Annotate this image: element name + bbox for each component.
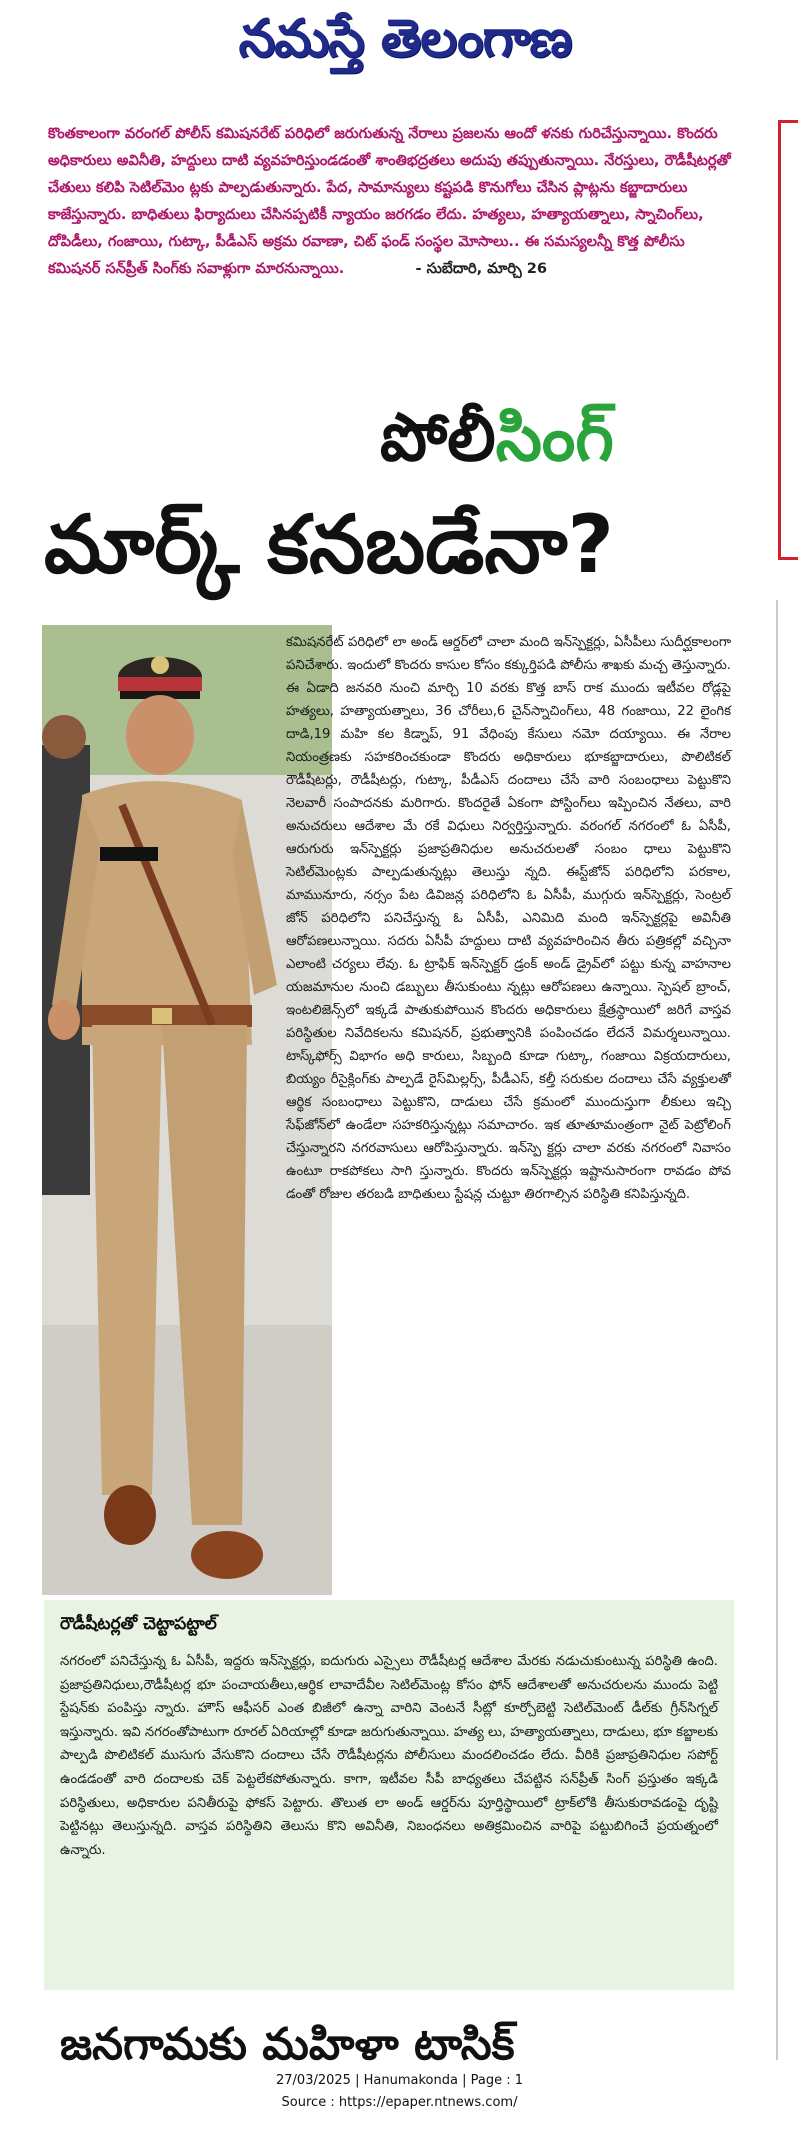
headline-part-2: సింగ్ — [495, 399, 614, 476]
intro-paragraph — [48, 120, 738, 282]
masthead-title: నమస్తే తెలంగాణ — [238, 9, 572, 69]
sidebar-box — [44, 1600, 734, 1990]
article-body: కమిషనరేట్ పరిధిలో లా అండ్ ఆర్డర్‌లో చాలా మంది ఇన్‌స్పెక్టర్లు, ఏసీపీలు సుదీర్ఘకాలంగా పనిచేశారు. ఇందులో కొందరు కాసుల కోసం కక్కుర్తిపడి పోలీసు శాఖకు మచ్చ తెస్తున్నారు. ఈ ఏడాది జనవరి నుంచి మార్చి 10 వరకు కొత్త బాస్ రాక ముందు ఇటీవల రోడ్లపై హత్యలు, హత్యాయత్నాలు, 36 చోరీలు,6 చైన్‌స్నాచింగ్‌లు, 48 గంజాయి, 22 లైంగిక దాడి,19 మహి కల కిడ్నాప్, 91 వేధింపు కేసులు నమో దయ్యాయి. ఈ నేరాల నియంత్రణకు సహకరించకుండా కొందరు అధికారులు భూకబ్జాదారులు, పొలిటికల్ రౌడీషీటర్లు, రౌడీషీటర్లు, గుట్కా, పీడీఎస్ దందాలు చేసే వారి సంబంధాలు పెట్టుకొని నెలవారీ సంపాదనకు మరిగారు. కొందరైతే ఏకంగా పోస్టింగ్‌లు ఇప్పించిన నేతలు, వారి అనుచరులు ఆదేశాల మే రకే విధులు నిర్వర్తిస్తున్నారు. వరంగల్ నగరంలో ఓ ఏసీపీ, ఆరుగురు ఇన్‌స్పెక్టర్లు ప్రజాప్రతినిధుల అనుచరులతో సంబం ధాలు పెట్టుకొని సెటిల్‌మెంట్లకు పాల్పడుతున్నట్లు తెలుస్తు న్నది. ఈస్ట్‌జోన్ పరిధిలోని పరకాల, మామునూరు, నర్సం పేట డివిజన్ల పరిధిలోని ఓ ఏసీపీ, ముగ్గురు ఇన్‌స్పెక్టర్లు, సెంట్రల్ జోన్ పరిధిలోని పనిచేస్తున్న ఓ ఏసీపీ, ఎనిమిది మంది ఇన్‌స్పెక్టర్లపై అవినీతి ఆరోపణలున్నాయి. సదరు ఏసీపీ హద్దులు దాటి వ్యవహరించిన తీరు పత్రికల్లో వచ్చినా ఎలాంటి చర్యలు లేవు. ఓ ట్రాఫిక్ ఇన్‌స్పెక్టర్ డ్రంక్ అండ్ డ్రైవ్‌లో పట్టు కున్న వాహనాల యజమానుల నుంచి డబ్బులు తీసుకుంటు న్నట్లు ఆరోపణలు ఉన్నాయి. స్పెషల్ బ్రాంచ్, ఇంటలిజెన్స్‌లో ఇక్కడే పాతుకుపోయిన కొందరు అధికారులు క్షేత్రస్థాయిలో జరిగే వాస్తవ పరిస్థితుల నివేదికలను కమిషనర్, ప్రభుత్వానికి పంపించడం లేదనే విమర్శలున్నాయి. టాస్క్‌ఫోర్స్ విభాగం అధి కారులు, సిబ్బంది కూడా గుట్కా, గంజాయి విక్రయదారులు, బియ్యం రీసైక్లింగ్‌కు పాల్పడే రైస్‌మిల్లర్స్, పీడీఎస్, కల్తీ సరుకుల దందాలు చేసే వ్యక్తులతో ఆర్థిక సంబంధాలు పెట్టుకొని, దాడులు చేసే క్రమంలో ముందుస్తుగా లీకులు ఇచ్చి సేఫ్‌జోన్‌లో ఉండేలా సహకరిస్తున్నట్లు సమాచారం. ఇక తూతూమంత్రంగా నైట్ పెట్రోలింగ్ చేస్తున్నారని నగరవాసులు ఆరోపిస్తున్నారు. ఇన్‌స్పె క్టర్లు చాలా వరకు నగరంలో నివాసం ఉంటూ రాకపోకలు సాగి స్తున్నారు. కొందరు ఇన్‌స్పెక్టర్లు ఇష్టానుసారంగా రావడం పోవ డంతో రోజుల తరబడి బాధితులు స్టేషన్ల చుట్టూ తిరగాల్సిన పరిస్థితి కనిపిస్తున్నది. — [286, 635, 731, 1202]
footer-separator: | — [462, 2073, 467, 2088]
footer-edition: Hanumakonda — [363, 2073, 458, 2088]
sidebar-text: నగరంలో పనిచేస్తున్న ఓ ఏసీపీ, ఇద్దరు ఇన్‌స్పెక్టర్లు, ఐదుగురు ఎస్సైలు రౌడీషీటర్ల ఆదేశాల మేరకు నడుచుకుంటున్న పరిస్థితి ఉంది. ప్రజాప్రతినిధులు,రౌడీషీటర్ల భూ పంచాయతీలు,ఆర్థిక లావాదేవీల సెటిల్‌మెంట్ల కోసం ఫోన్ ఆదేశాలతో అనుచరులను ముందు పెట్టి స్టేషన్‌కు పంపిస్తు న్నారు. హౌస్ ఆఫీసర్ ఎంత బిజీలో ఉన్నా వారిని వెంటనే సీట్లో కూర్చోబెట్టి సెటిల్‌మెంట్ డీల్‌కు గ్రీన్‌సిగ్నల్ ఇస్తున్నారు. ఇవి నగరంతోపాటుగా రూరల్ ఏరియాల్లో కూడా జరుగుతున్నాయి. హత్య లు, హత్యాయత్నాలు, దాడులు, భూ కబ్జాలకు పాల్పడి పొలిటికల్ ముసుగు వేసుకొని దందాలు చేసే రౌడీషీటర్లను పోలీసులు మందలించడం లేదు. వీరికి ప్రజాప్రతినిధుల సపోర్ట్ ఉండడంతో వారి దందాలకు చెక్ పెట్టలేకపోతున్నారు. కాగా, ఇటీవల సీపీ బాధ్యతలు చేపట్టిన సన్‌ప్రీత్ సింగ్ ప్రస్తుతం ఇక్కడి పరిస్థితులు, అధికారుల పనితీరుపై ఫోకస్ పెట్టారు. తొలుత లా అండ్ ఆర్డర్‌ను పూర్తిస్థాయిలో ట్రాక్‌లోకి తీసుకురావడంపై దృష్టి పెట్టినట్లు తెలుస్తున్నది. వాస్తవ పరిస్థితిని తెలుసు కొని అవినీతి, నిబంధనలు అతిక్రమించిన వారిపై పట్టుబిగించే ప్రయత్నంలో ఉన్నారు. — [60, 1654, 718, 1858]
footer-page: Page : 1 — [470, 2073, 523, 2088]
column-divider — [776, 600, 778, 2060]
footer-meta — [0, 2073, 799, 2088]
sidebar-title: రౌడీషీటర్లతో చెట్టాపట్టాల్ — [60, 1614, 217, 1634]
footer-source[interactable]: Source : https://epaper.ntnews.com/ — [281, 2095, 518, 2110]
headline-line-2: మార్క్ కనబడేనా? — [44, 498, 614, 591]
footer-separator: | — [355, 2073, 360, 2088]
headline-line-1 — [380, 395, 780, 480]
intro-byline: - సుబేదారి, మార్చి 26 — [415, 260, 548, 277]
headline-part-1: పోలీ — [380, 399, 496, 476]
intro-text: కొంతకాలంగా వరంగల్ పోలీస్ కమిషనరేట్ పరిధిలో జరుగుతున్న నేరాలు ప్రజలను ఆందో ళనకు గురిచేస్తున్నాయి. కొందరు అధికారులు అవినీతి, హద్దులు దాటి వ్యవహరిస్తుండడంతో శాంతిభద్రతలు అదుపు తప్పుతున్నాయి. నేరస్తులు, రౌడీషీటర్లతో చేతులు కలిపి సెటిల్‌మెం ట్లకు పాల్పడుతున్నారు. పేద, సామాన్యులు కష్టపడి కొనుగోలు చేసిన ప్లాట్లను కబ్జాదారులు కాజేస్తున్నారు. బాధితులు ఫిర్యాదులు చేసినప్పటికీ న్యాయం జరగడం లేదు. హత్యలు, హత్యాయత్నాలు, స్నాచింగ్‌లు, దోపిడీలు, గంజాయి, గుట్కా, పీడీఎస్ అక్రమ రవాణా, చిట్ ఫండ్ సంస్థల మోసాలు.. ఈ సమస్యలన్నీ కొత్త పోలీసు కమిషనర్ సన్‌ప్రీత్ సింగ్‌కు సవాళ్లుగా మారనున్నాయి. — [48, 125, 731, 277]
footer-date: 27/03/2025 — [276, 2073, 351, 2088]
next-article-teaser: జనగామకు మహిళా టాసిక్ — [60, 2019, 515, 2063]
